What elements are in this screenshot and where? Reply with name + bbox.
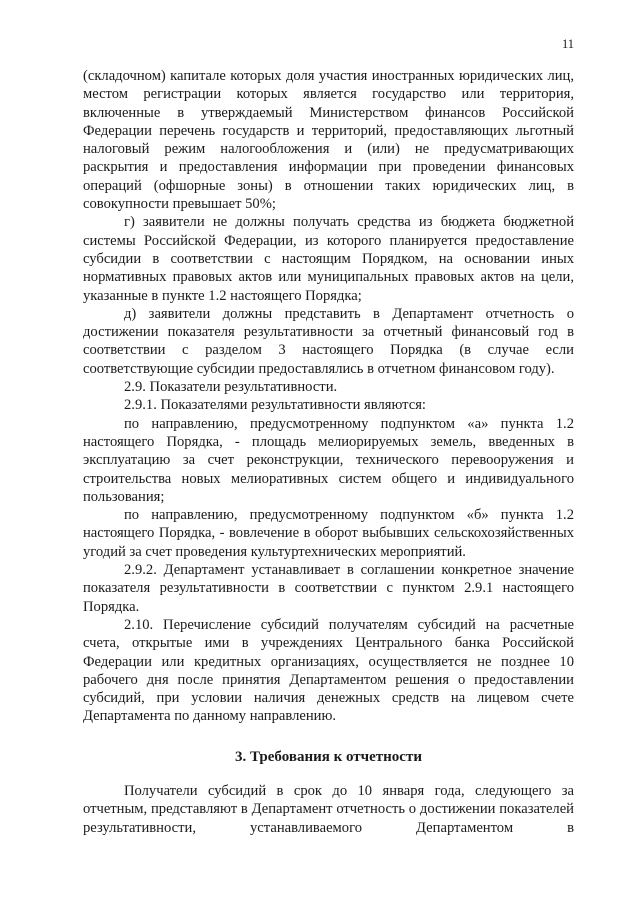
paragraph-item-g: г) заявители не должны получать средства из бюджета бюджетной системы Российской Федерации, из которого планируется предоставление субсидии в соответствии с настоящим Порядком, на основании иных нормативных правовых актов или муниципальных правовых актов на цели, указанные в пункте 1.2 настоящего Порядка; [83,214,574,304]
paragraph-item-d: д) заявители должны представить в Департамент отчетность о достижении показателя результативности за отчетный финансовый год в соответствии с разделом 3 настоящего Порядка (в случае если соответствующие субсидии предоставлялись в отчетном финансовом году). [83,305,574,377]
paragraph-2-9: 2.9. Показатели результативности. [124,379,338,396]
paragraph-2-9-2: 2.9.2. Департамент устанавливает в соглашении конкретное значение показателя результативности в соответствии с пунктом 2.9.1 настоящего Порядка. [83,562,574,615]
paragraph-offshore-continuation: (складочном) капитале которых доля участия иностранных юридических лиц, местом регистрации которых является государство или территория, включенные в утверждаемый Министерством финансов Российской Федерации перечень государств и территорий, предоставляющих льготный налоговый режим налогообложения и (или) не предусматривающих раскрытия и предоставления информации при проведении финансовых операций (офшорные зоны) в отношении таких юридических лиц, в совокупности превышает 50%; [83,68,574,213]
paragraph-2-9-1: 2.9.1. Показателями результативности являются: [124,397,426,414]
page-number: 11 [561,37,574,51]
paragraph-2-10: 2.10. Перечисление субсидий получателям субсидий на расчетные счета, открытые ими в учреждениях Центрального банка Российской Федерации или кредитных организациях, осуществляется не позднее 10 рабочего дня после принятия Департаментом решения о предоставлении субсидий, при условии наличия денежных средств на лицевом счете Департамента по данному направлению. [83,616,574,725]
paragraph-direction-b: по направлению, предусмотренному подпунктом «б» пункта 1.2 настоящего Порядка, - вовлечение в оборот выбывших сельскохозяйственных угодий за счет проведения культуртехнических мероприятий. [83,507,574,560]
document-body [83,67,574,837]
paragraph-direction-a: по направлению, предусмотренному подпунктом «а» пункта 1.2 настоящего Порядка, - площадь мелиорируемых земель, введенных в эксплуатацию за счет реконструкции, технического перевооружения и строительства новых мелиоративных систем общего и индивидуального пользования; [83,415,574,505]
paragraph-section-3: Получатели субсидий в срок до 10 января года, следующего за отчетным, представляют в Департамент отчетность о достижении показателей результативности, устанавливаемого Департаментом в [83,782,574,836]
section-heading: 3. Требования к отчетности [235,748,422,765]
